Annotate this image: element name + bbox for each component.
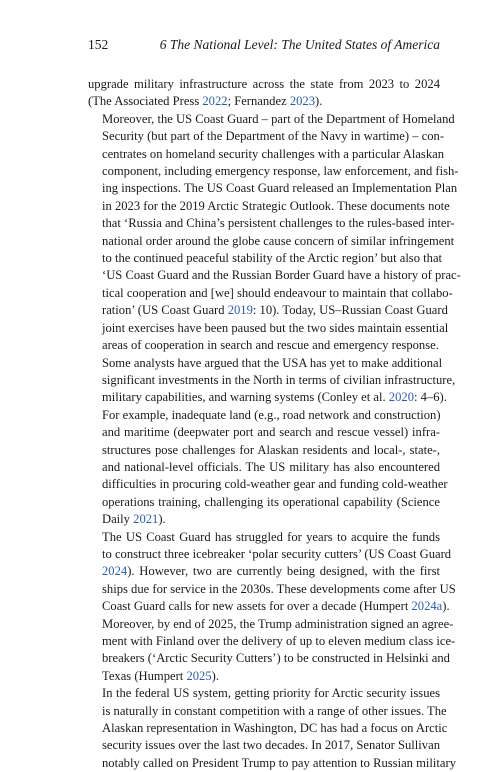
body-text <box>88 76 461 772</box>
text-line: structures pose challenges for Alaskan residents and local-, state-, <box>102 442 440 457</box>
paragraph <box>88 685 456 772</box>
running-header <box>88 36 440 54</box>
text-line: Alaskan representation in Washington, DC has had a focus on Arctic <box>102 721 448 736</box>
text-line: difficulties in procuring cold-weather gear and funding cold-weather <box>102 477 448 492</box>
text-line: upgrade military infrastructure across the state from 2023 to 2024 <box>88 77 440 91</box>
citation-link[interactable]: 2019 <box>227 303 253 318</box>
citation-link[interactable]: 2021 <box>133 512 159 527</box>
text-line: and maritime (deepwater port and search and rescue vessel) infra- <box>102 425 440 440</box>
text-line: Daily 2021). <box>102 512 166 527</box>
text-line: is naturally in constant competition with a range of other issues. The <box>102 703 447 718</box>
running-title: 6 The National Level: The United States of America <box>159 37 440 52</box>
text-line: and national-level officials. The US military has also encountered <box>102 459 440 474</box>
text-line: joint exercises have been paused but the two sides maintain essential <box>102 320 449 335</box>
citation-link[interactable]: 2023 <box>289 94 315 109</box>
text-line: military capabilities, and warning systems (Conley et al. 2020: 4–6). <box>102 390 447 405</box>
text-line: ‘US Coast Guard and the Russian Border Guard have a history of prac- <box>102 268 461 283</box>
page-number: 152 <box>88 37 109 52</box>
text-line: Texas (Humpert 2025). <box>102 668 219 683</box>
text-line: The US Coast Guard has struggled for years to acquire the funds <box>102 529 440 544</box>
citation-link[interactable]: 2024a <box>411 599 443 614</box>
text-line: significant investments in the North in terms of civilian infrastructure, <box>102 372 456 387</box>
text-line: in 2023 for the 2019 Arctic Strategic Outlook. These documents note <box>102 198 450 213</box>
text-line: notably called on President Trump to pay attention to Russian military <box>102 755 456 770</box>
text-line: ing inspections. The US Coast Guard released an Implementation Plan <box>102 181 458 196</box>
text-line: that ‘Russia and China’s persistent challenges to the rules-based inter- <box>102 216 455 231</box>
citation-link[interactable]: 2025 <box>186 668 212 683</box>
text-line: breakers (‘Arctic Security Cutters’) to be constructed in Helsinki and <box>102 651 450 666</box>
text-line: Moreover, the US Coast Guard – part of the Department of Homeland <box>102 111 455 126</box>
text-line: operations training, challenging its operational capability (Science <box>102 494 440 509</box>
text-line: For example, inadequate land (e.g., road network and construction) <box>102 407 441 422</box>
text-line: Some analysts have argued that the USA has yet to make additional <box>102 355 443 370</box>
text-line: security issues over the last two decades. In 2017, Senator Sullivan <box>102 738 440 753</box>
text-line: 2024). However, two are currently being designed, with the first <box>102 564 440 579</box>
text-line: centrates on homeland security challenges with a particular Alaskan <box>102 146 445 161</box>
text-line: tical cooperation and [we] should endeavour to maintain that collabo- <box>102 285 453 300</box>
text-line: ment with Finland over the delivery of up to eleven medium class ice- <box>102 634 456 648</box>
text-line: (The Associated Press 2022; Fernandez 2023). <box>88 94 323 109</box>
paragraph <box>88 76 440 111</box>
paragraph <box>88 111 461 355</box>
paragraph <box>88 355 456 529</box>
text-line: to the continued peaceful stability of the Arctic region’ but also that <box>102 251 443 266</box>
text-line: Coast Guard calls for new assets for over a decade (Humpert 2024a). <box>102 599 450 614</box>
text-line: Moreover, by end of 2025, the Trump administration signed an agree- <box>102 616 454 631</box>
text-line: areas of cooperation in search and rescue and emergency response. <box>102 338 439 353</box>
text-line: national order around the globe cause concern of similar infringement <box>102 233 455 248</box>
text-line: ships due for service in the 2030s. These developments come after US <box>102 581 456 596</box>
citation-link[interactable]: 2024 <box>102 564 128 579</box>
text-line: ration’ (US Coast Guard 2019: 10). Today, US–Russian Coast Guard <box>102 303 448 318</box>
citation-link[interactable]: 2020 <box>388 390 414 405</box>
paragraph <box>88 529 456 686</box>
text-line: to construct three icebreaker ‘polar security cutters’ (US Coast Guard <box>102 546 452 561</box>
citation-link[interactable]: 2022 <box>202 94 228 109</box>
text-line: component, including emergency response, law enforcement, and fish- <box>102 164 459 179</box>
text-line: In the federal US system, getting priority for Arctic security issues <box>102 686 440 701</box>
text-line: Security (but part of the Department of the Navy in wartime) – con- <box>102 129 445 144</box>
